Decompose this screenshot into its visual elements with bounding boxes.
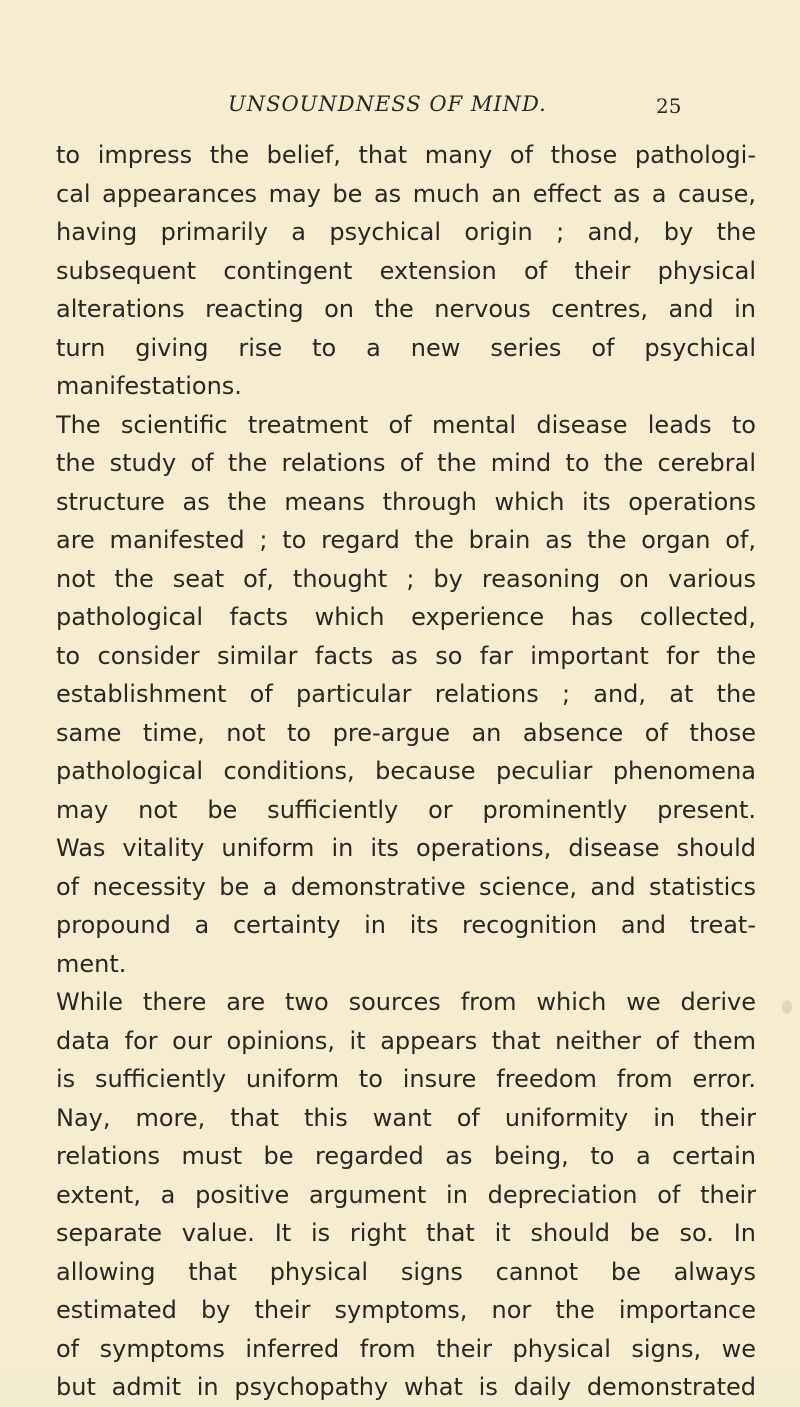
text-line: to impress the belief, that many of those pathologi- [56,141,756,169]
text-line: to consider similar facts as so far important for the [56,641,756,670]
paper-mark [782,1000,792,1014]
text-line: extent, a positive argument in depreciation of their [56,1180,756,1209]
text-line: the study of the relations of the mind to the cerebral [56,449,756,477]
text-line: manifestations. [56,372,242,400]
text-line: Nay, more, that this want of uniformity in their [56,1103,756,1132]
text-line: data for our opinions, it appears that neither of them [56,1026,756,1055]
text-line: turn giving rise to a new series of psychical [56,333,756,362]
text-line: subsequent contingent extension of their physical [56,256,756,285]
text-line: having primarily a psychical origin ; and, by the [56,218,756,246]
text-line: not the seat of, thought ; by reasoning on various [56,564,756,593]
text-line: allowing that physical signs cannot be always [56,1257,756,1286]
text-line: Was vitality uniform in its operations, disease should [56,834,756,862]
text-line: While there are two sources from which we derive [56,988,756,1016]
text-line: may not be sufficiently or prominently present. [56,795,756,824]
text-line: propound a certainty in its recognition and treat- [56,911,756,939]
page-number: 25 [656,94,682,118]
page-header [0,92,800,122]
running-title: UNSOUNDNESS OF MIND. [228,92,547,116]
text-line: same time, not to pre-argue an absence of those [56,718,756,747]
text-line: of necessity be a demonstrative science, and statistics [56,872,756,901]
text-line: pathological facts which experience has collected, [56,603,756,631]
text-line: is sufficiently uniform to insure freedom from error. [56,1065,756,1093]
text-line: The scientific treatment of mental disease leads to [56,410,756,439]
text-line: separate value. It is right that it should be so. In [56,1219,756,1247]
text-line: establishment of particular relations ; and, at the [56,680,756,708]
text-line: relations must be regarded as being, to a certain [56,1142,756,1170]
text-line: of symptoms inferred from their physical signs, we [56,1334,756,1363]
text-line: are manifested ; to regard the brain as the organ of, [56,526,756,554]
text-line: ment. [56,949,127,978]
text-line: cal appearances may be as much an effect as a cause, [56,179,756,208]
text-line: structure as the means through which its operations [56,487,756,516]
text-line: pathological conditions, because peculiar phenomena [56,757,756,785]
body-text [56,136,756,1407]
text-line: estimated by their symptoms, nor the importance [56,1296,756,1324]
text-line: but admit in psychopathy what is daily demonstrated [56,1373,756,1401]
text-line: alterations reacting on the nervous centres, and in [56,295,756,323]
